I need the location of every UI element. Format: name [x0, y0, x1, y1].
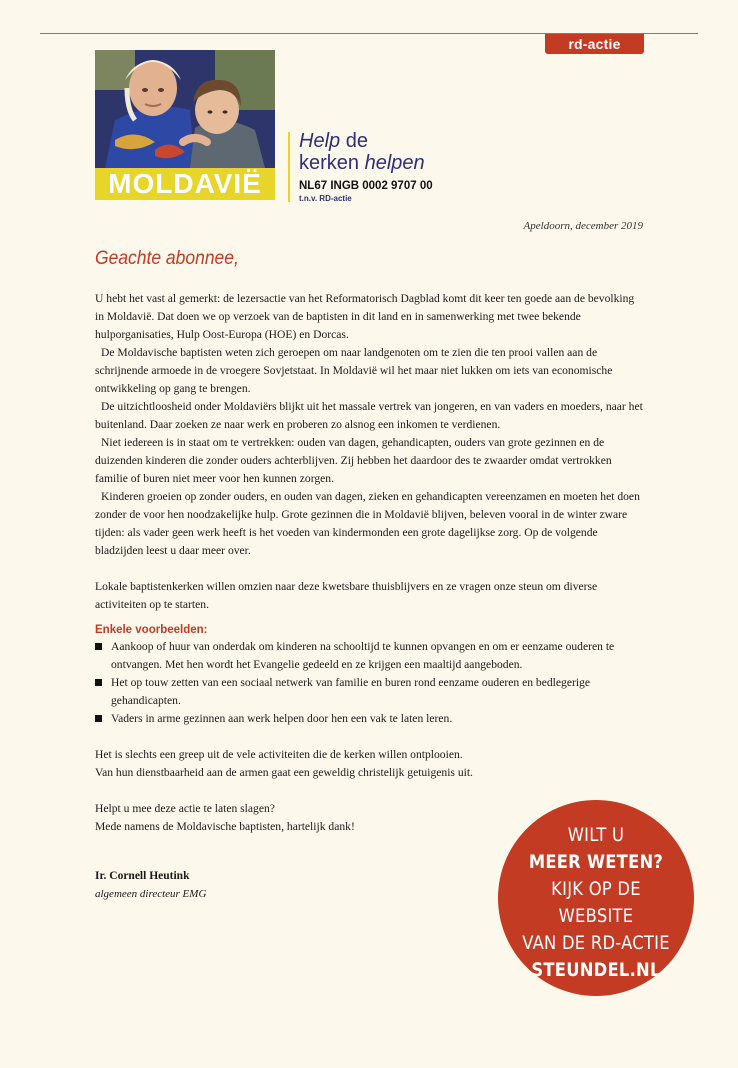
paragraph-local-churches: Lokale baptistenkerken willen omzien naar deze kwetsbare thuisblijvers en ze vragen onze steun om diverse activiteiten op te starten.	[95, 580, 598, 611]
country-banner: MOLDAVIË	[95, 168, 275, 200]
callout-line-2: MEER WETEN?	[528, 851, 664, 873]
iban-number: NL67 INGB 0002 9707 00	[299, 180, 433, 192]
slogan-kerken: kerken	[299, 152, 365, 174]
website-callout	[498, 800, 694, 996]
signature-role: algemeen directeur EMG	[95, 888, 207, 900]
bullet-square-icon	[95, 715, 102, 722]
list-item: Vaders in arme gezinnen aan werk helpen door hen een vak te laten leren.	[95, 710, 645, 728]
closing-line-1: Het is slechts een greep uit de vele activiteiten die de kerken willen ontplooien.	[95, 748, 463, 761]
list-item: Het op touw zetten van een sociaal netwerk van familie en buren rond eenzame ouderen en bedlegerige gehandicapten.	[95, 674, 645, 710]
examples-heading: Enkele voorbeelden:	[95, 624, 208, 636]
letter-body	[95, 290, 645, 836]
callout-line-4: VAN DE RD-ACTIE	[522, 932, 670, 954]
campaign-divider	[288, 132, 290, 202]
signature-name: Ir. Cornell Heutink	[95, 870, 190, 882]
closing-line-3: Helpt u mee deze actie te laten slagen?	[95, 802, 275, 815]
list-item: Aankoop of huur van onderdak om kinderen na schooltijd te kunnen opvangen en om er eenzame ouderen te ontvangen. Met hen wordt het Evangelie gedeeld en ze krijgen een maaltijd aangeboden.	[95, 638, 645, 674]
bullet-square-icon	[95, 679, 102, 686]
account-holder: t.n.v. RD-actie	[299, 194, 352, 203]
closing-line-2: Van hun dienstbaarheid aan de armen gaat een geweldig christelijk getuigenis uit.	[95, 766, 473, 779]
examples-list	[95, 638, 645, 728]
paragraph-4: Niet iedereen is in staat om te vertrekken: ouden van dagen, gehandicapten, ouders van grote gezinnen en de duizenden kinderen die zonder ouders achterblijven. Zij hebben het daardoor des te zwaarder omdat vertrokken familie of buren niet meer voor hen kunnen zorgen.	[95, 436, 612, 485]
slogan-de: de	[340, 130, 368, 152]
paragraph-3: De uitzichtloosheid onder Moldaviërs blijkt uit het massale vertrek van jongeren, en van vaders en moeders, naar het buitenland. Daar zoeken ze naar werk en proberen zo alsnog een inkomen te verdienen.	[95, 400, 643, 431]
letter-date: Apeldoorn, december 2019	[523, 220, 643, 232]
callout-line-3: KIJK OP DE WEBSITE	[551, 878, 641, 927]
salutation: Geachte abonnee,	[95, 248, 239, 269]
campaign-photo	[95, 50, 275, 168]
bullet-square-icon	[95, 643, 102, 650]
slogan-help: Help	[299, 130, 341, 152]
rd-actie-tag: rd-actie	[545, 34, 644, 54]
closing-line-4: Mede namens de Moldavische baptisten, hartelijk dank!	[95, 820, 355, 833]
campaign-slogan	[299, 130, 425, 174]
callout-line-1: WILT U	[567, 824, 625, 846]
paragraph-1: U hebt het vast al gemerkt: de lezersactie van het Reformatorisch Dagblad komt dit keer ten goede aan de bevolking in Moldavië. Dat doen we op verzoek van de baptisten in dit land en in samenwerking met twee bekende hulporganisaties, Hulp Oost-Europa (HOE) en Dorcas.	[95, 292, 635, 341]
slogan-helpen: helpen	[364, 152, 425, 174]
paragraph-2: De Moldavische baptisten weten zich geroepen om naar landgenoten om te zien die ten prooi vallen aan de schrijnende armoede in de vroegere Sovjetstaat. In Moldavië wil het maar niet lukken om iets van economische ontwikkeling op gang te brengen.	[95, 346, 613, 395]
callout-website-link[interactable]: STEUNDEL.NL	[531, 959, 661, 981]
paragraph-5: Kinderen groeien op zonder ouders, en ouden van dagen, zieken en gehandicapten vereenzamen en moeten het doen zonder de voor hen noodzakelijke hulp. Grote gezinnen die in Moldavië blijven, beleven vooral in de winter zware tijden: als vader geen werk heeft is het voeden van kindermonden een grote dagelijkse zorg. Op de volgende bladzijden leest u daar meer over.	[95, 490, 640, 557]
